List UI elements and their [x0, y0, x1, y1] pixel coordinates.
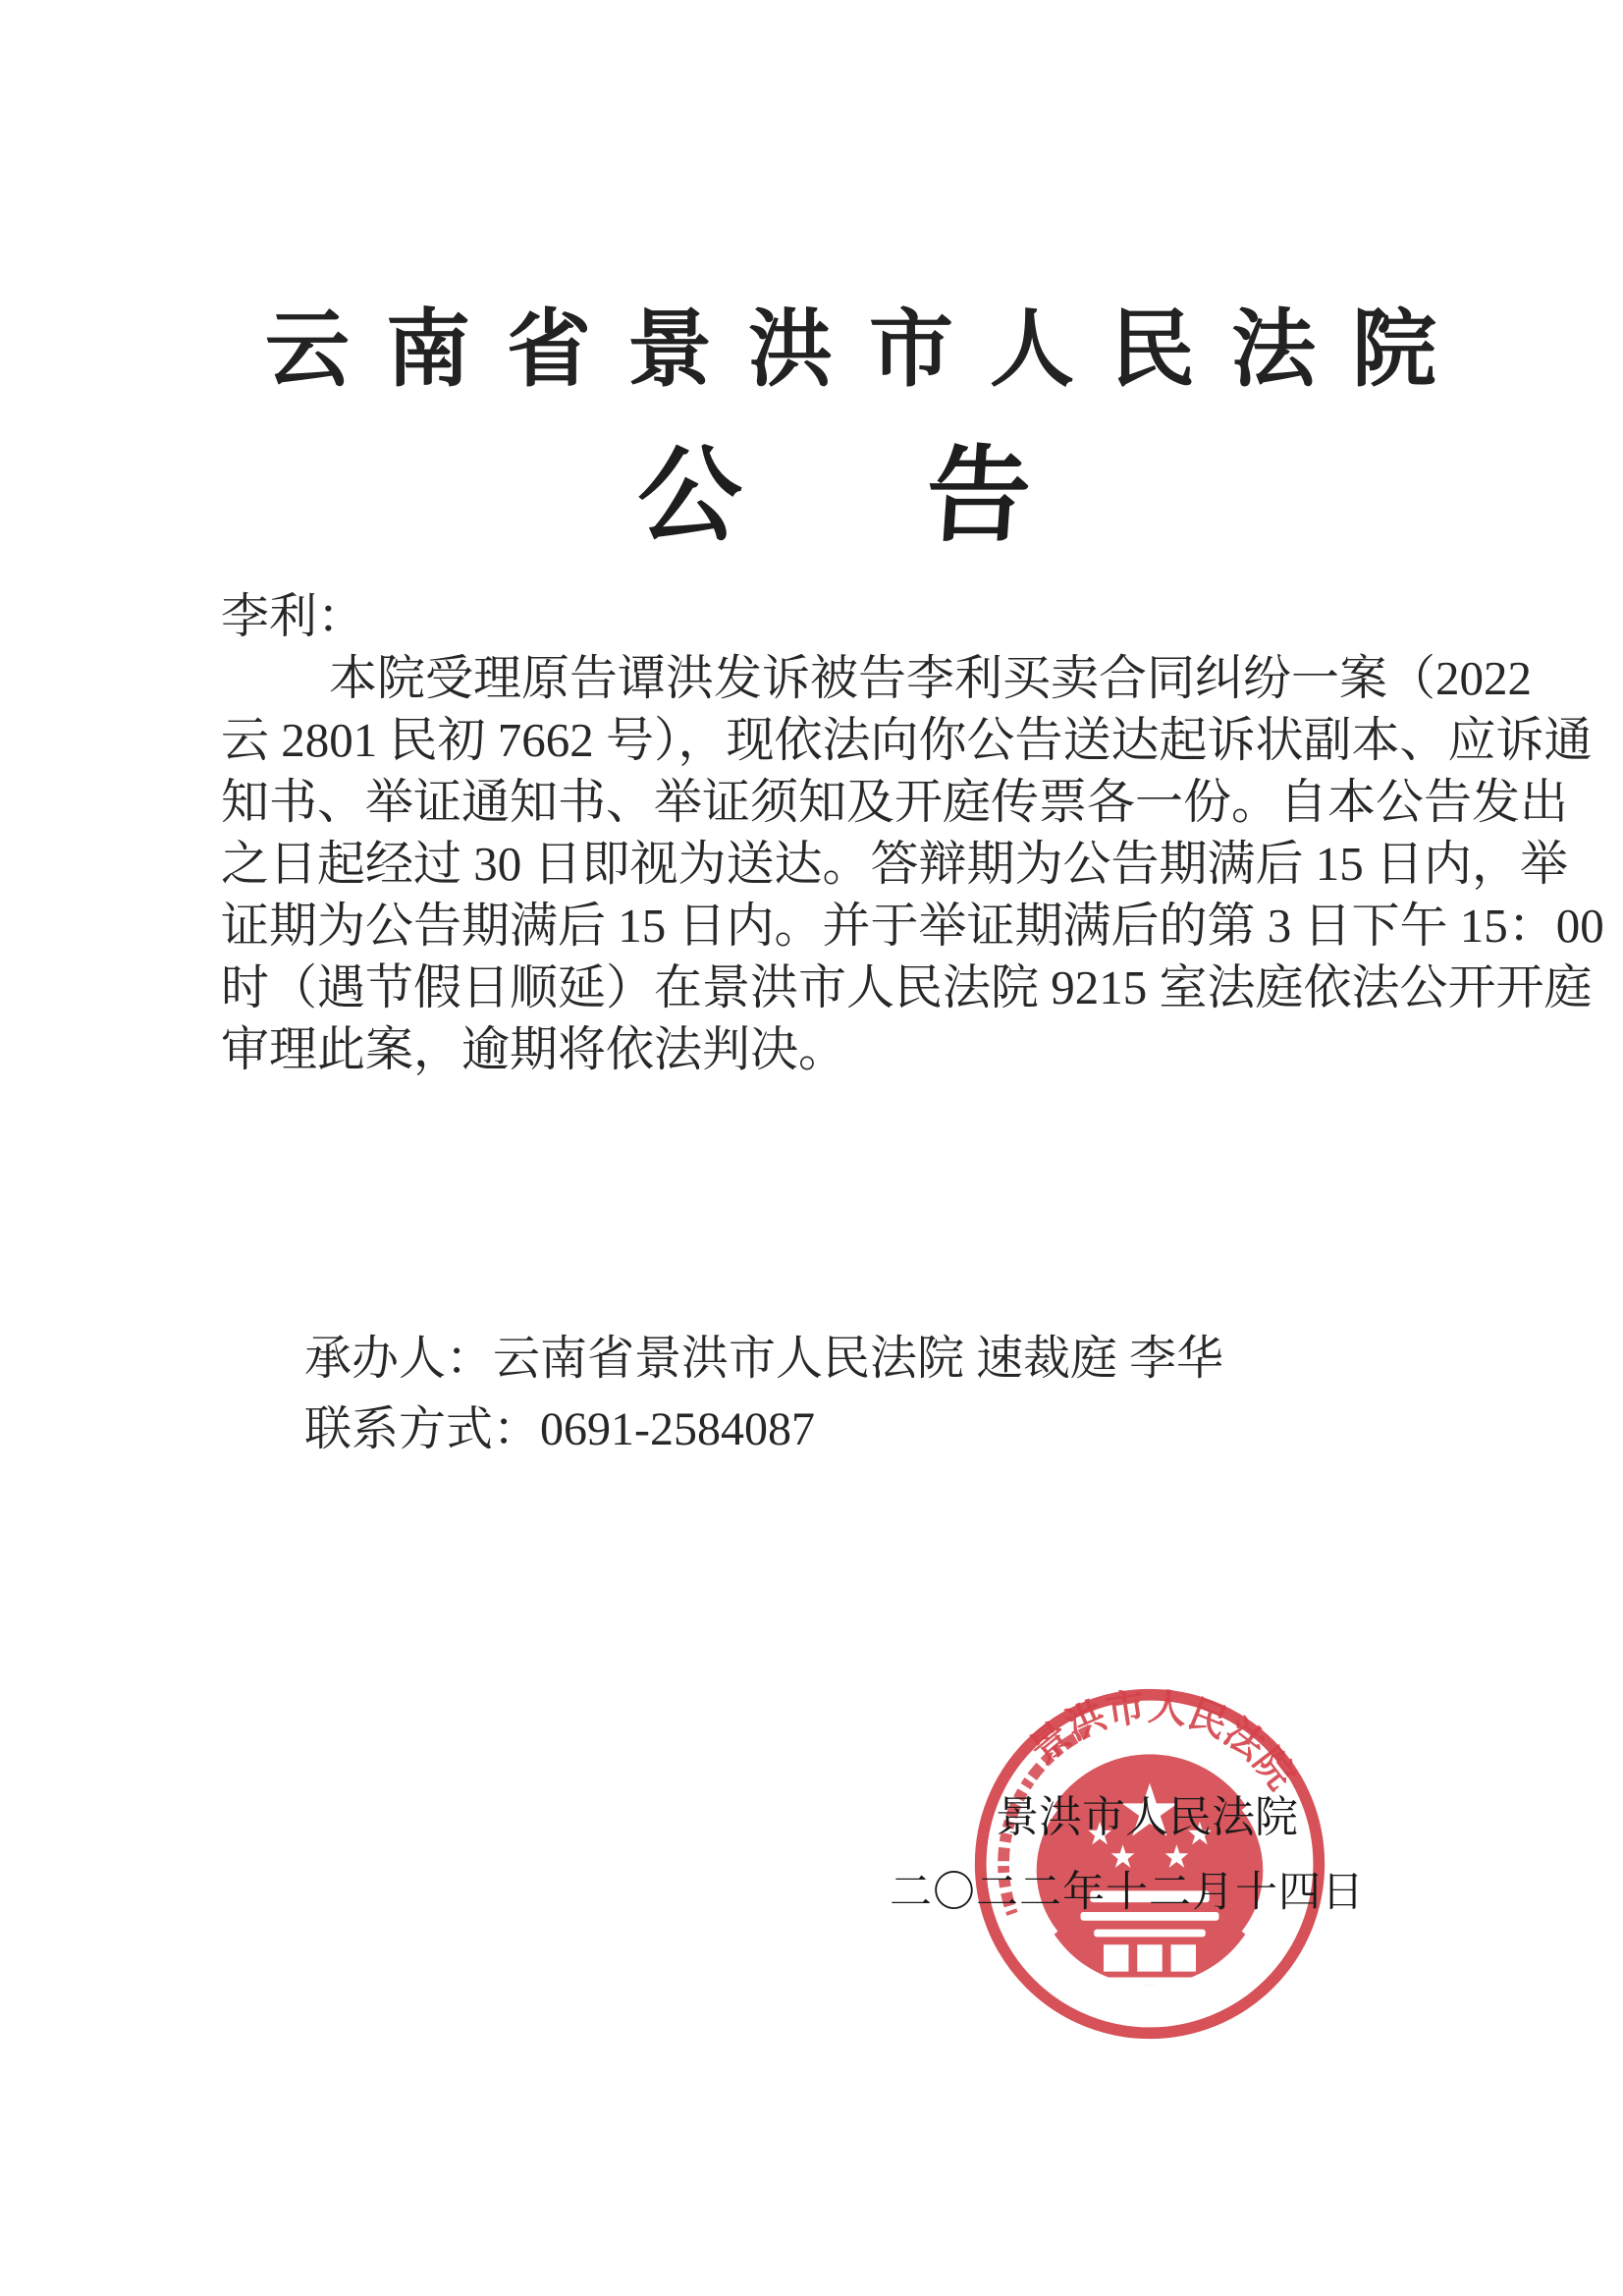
body-line-7: 审理此案，逾期将依法判决。	[221, 1022, 847, 1076]
handler-line: 承办人：云南省景洪市人民法院 速裁庭 李华	[304, 1333, 1224, 1385]
phone-line: 联系方式：0691-2584087	[304, 1403, 815, 1455]
body-line-2: 云 2801 民初 7662 号），现依法向你公告送达起诉状副本、应诉通	[221, 713, 1593, 767]
body-line-3: 知书、举证通知书、举证须知及开庭传票各一份。自本公告发出	[221, 775, 1569, 829]
announcement-body	[221, 585, 1604, 1080]
notice-heading: 公告	[633, 439, 1219, 554]
contact-block	[304, 1324, 1223, 1465]
signature-date: 二〇二二年十二月十四日	[890, 1870, 1365, 1916]
seal-ring-text: 景洪市人民法院	[1022, 1685, 1303, 1798]
body-line-4: 之日起经过 30 日即视为送达。答辩期为公告期满后 15 日内，举	[221, 837, 1569, 891]
body-line-1: 本院受理原告谭洪发诉被告李利买卖合同纠纷一案（2022	[329, 651, 1533, 705]
page-title: 云南省景洪市人民法院	[265, 302, 1473, 397]
signature-court-name: 景洪市人民法院	[996, 1793, 1298, 1841]
body-line-6: 时（遇节假日顺延）在景洪市人民法院 9215 室法庭依法公开开庭	[221, 960, 1593, 1014]
body-line-5: 证期为公告期满后 15 日内。并于举证期满后的第 3 日下午 15：00	[221, 899, 1604, 953]
salutation: 李利：	[221, 589, 366, 643]
